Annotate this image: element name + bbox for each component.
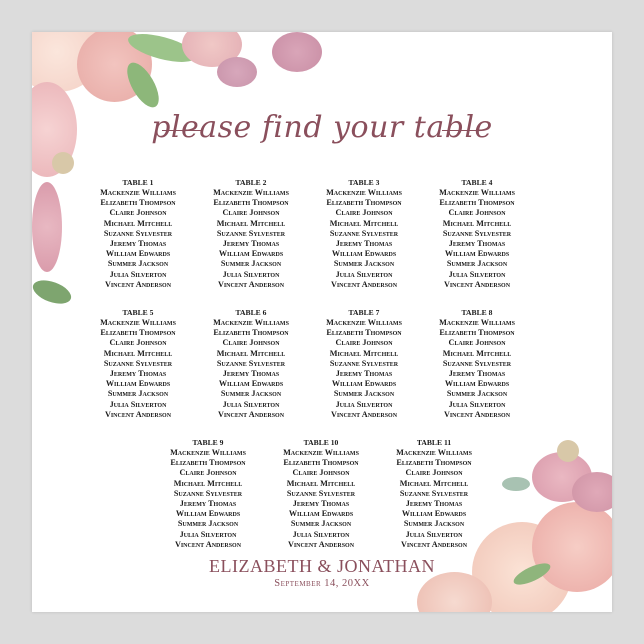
guest-name: William Edwards: [401, 509, 467, 519]
guest-name: Julia Silverton: [448, 269, 506, 279]
guest-name: Suzanne Sylvester: [442, 358, 512, 368]
guest-name: Summer Jackson: [403, 519, 465, 529]
guest-name: Summer Jackson: [107, 389, 169, 399]
guest-name: Claire Johnson: [405, 468, 463, 478]
guest-name: Suzanne Sylvester: [442, 228, 512, 238]
table-label: TABLE 3: [348, 178, 380, 187]
guest-name: William Edwards: [444, 379, 510, 389]
guest-name: Jeremy Thomas: [448, 369, 506, 379]
guest-name: William Edwards: [331, 379, 397, 389]
table-9: [148, 438, 268, 550]
table-2: [191, 178, 311, 290]
table-label: TABLE 11: [416, 438, 452, 447]
guest-name: Claire Johnson: [109, 338, 167, 348]
guest-name: William Edwards: [444, 249, 510, 259]
guest-name: Elizabeth Thompson: [326, 198, 402, 208]
guest-name: William Edwards: [105, 379, 171, 389]
guest-name: Jeremy Thomas: [109, 369, 167, 379]
table-11: [374, 438, 494, 550]
table-6: [191, 308, 311, 420]
guest-name: Summer Jackson: [107, 259, 169, 269]
guest-name: Summer Jackson: [333, 259, 395, 269]
guest-name: William Edwards: [288, 509, 354, 519]
guest-name: Mackenzie Williams: [213, 188, 289, 197]
table-label: TABLE 2: [235, 178, 267, 187]
guest-name: Vincent Anderson: [104, 279, 172, 289]
guest-name: Suzanne Sylvester: [399, 488, 469, 498]
guest-name: Jeremy Thomas: [448, 239, 506, 249]
guest-name: Claire Johnson: [448, 338, 506, 348]
guest-name: Suzanne Sylvester: [216, 228, 286, 238]
event-date: September 14, 20XX: [274, 578, 370, 589]
guest-name: William Edwards: [218, 249, 284, 259]
guest-name: Jeremy Thomas: [405, 499, 463, 509]
guest-name: Claire Johnson: [179, 468, 237, 478]
guest-name: Vincent Anderson: [443, 279, 511, 289]
guest-name: Vincent Anderson: [330, 409, 398, 419]
table-8: [417, 308, 537, 420]
guest-name: Summer Jackson: [177, 519, 239, 529]
table-label: TABLE 9: [192, 438, 224, 447]
guest-name: Summer Jackson: [446, 389, 508, 399]
guest-name: Vincent Anderson: [104, 409, 172, 419]
guest-name: Claire Johnson: [222, 338, 280, 348]
guest-name: Summer Jackson: [220, 389, 282, 399]
guest-name: Jeremy Thomas: [222, 239, 280, 249]
guest-name: Jeremy Thomas: [335, 369, 393, 379]
guest-name: William Edwards: [331, 249, 397, 259]
table-4: [417, 178, 537, 290]
guest-name: Vincent Anderson: [400, 539, 468, 549]
table-label: TABLE 5: [122, 308, 154, 317]
guest-name: Michael Mitchell: [329, 218, 399, 228]
guest-name: Vincent Anderson: [330, 279, 398, 289]
guest-name: Michael Mitchell: [216, 348, 286, 358]
guest-name: Elizabeth Thompson: [100, 198, 176, 208]
table-label: TABLE 1: [122, 178, 154, 187]
guest-name: Michael Mitchell: [103, 348, 173, 358]
guest-name: Jeremy Thomas: [335, 239, 393, 249]
guest-name: Vincent Anderson: [287, 539, 355, 549]
guest-name: Suzanne Sylvester: [216, 358, 286, 368]
guest-name: Michael Mitchell: [442, 348, 512, 358]
guest-name: Julia Silverton: [292, 529, 350, 539]
guest-name: Elizabeth Thompson: [170, 458, 246, 468]
guest-name: Julia Silverton: [405, 529, 463, 539]
page-title: please find your table: [151, 110, 493, 145]
guest-name: Mackenzie Williams: [100, 318, 176, 327]
guest-name: Julia Silverton: [109, 269, 167, 279]
guest-name: Claire Johnson: [335, 208, 393, 218]
seating-chart-poster: [32, 32, 612, 612]
guest-name: Suzanne Sylvester: [173, 488, 243, 498]
guest-name: Michael Mitchell: [103, 218, 173, 228]
guest-name: Summer Jackson: [333, 389, 395, 399]
guest-name: William Edwards: [105, 249, 171, 259]
table-label: TABLE 8: [461, 308, 493, 317]
guest-name: Suzanne Sylvester: [286, 488, 356, 498]
guest-name: Suzanne Sylvester: [103, 228, 173, 238]
guest-name: Summer Jackson: [446, 259, 508, 269]
guest-name: Mackenzie Williams: [439, 188, 515, 197]
guest-name: Elizabeth Thompson: [326, 328, 402, 338]
guest-name: William Edwards: [218, 379, 284, 389]
guest-name: Julia Silverton: [222, 269, 280, 279]
table-5: [78, 308, 198, 420]
guest-name: Michael Mitchell: [173, 478, 243, 488]
guest-name: Mackenzie Williams: [100, 188, 176, 197]
table-3: [304, 178, 424, 290]
guest-name: Elizabeth Thompson: [100, 328, 176, 338]
guest-name: Elizabeth Thompson: [439, 328, 515, 338]
guest-name: Claire Johnson: [335, 338, 393, 348]
guest-name: Claire Johnson: [448, 208, 506, 218]
table-10: [261, 438, 381, 550]
couple-names: ELIZABETH & JONATHAN: [209, 556, 435, 576]
guest-name: Vincent Anderson: [217, 279, 285, 289]
guest-name: Julia Silverton: [179, 529, 237, 539]
guest-name: Claire Johnson: [292, 468, 350, 478]
guest-name: Claire Johnson: [109, 208, 167, 218]
guest-name: Julia Silverton: [222, 399, 280, 409]
guest-name: Vincent Anderson: [174, 539, 242, 549]
guest-name: Michael Mitchell: [286, 478, 356, 488]
table-label: TABLE 7: [348, 308, 380, 317]
guest-name: Julia Silverton: [335, 399, 393, 409]
table-label: TABLE 10: [303, 438, 339, 447]
guest-name: Elizabeth Thompson: [396, 458, 472, 468]
guest-name: Mackenzie Williams: [283, 448, 359, 457]
guest-name: Jeremy Thomas: [179, 499, 237, 509]
guest-name: Mackenzie Williams: [396, 448, 472, 457]
guest-name: Jeremy Thomas: [222, 369, 280, 379]
table-label: TABLE 6: [235, 308, 267, 317]
table-1: [78, 178, 198, 290]
guest-name: Elizabeth Thompson: [283, 458, 359, 468]
guest-name: William Edwards: [175, 509, 241, 519]
guest-name: Mackenzie Williams: [439, 318, 515, 327]
guest-name: Summer Jackson: [290, 519, 352, 529]
table-7: [304, 308, 424, 420]
guest-name: Michael Mitchell: [442, 218, 512, 228]
guest-name: Mackenzie Williams: [326, 188, 402, 197]
guest-name: Vincent Anderson: [217, 409, 285, 419]
guest-name: Suzanne Sylvester: [329, 228, 399, 238]
guest-name: Elizabeth Thompson: [213, 198, 289, 208]
guest-name: Elizabeth Thompson: [213, 328, 289, 338]
guest-name: Julia Silverton: [448, 399, 506, 409]
guest-name: Michael Mitchell: [216, 218, 286, 228]
guest-name: Claire Johnson: [222, 208, 280, 218]
guest-name: Vincent Anderson: [443, 409, 511, 419]
guest-name: Suzanne Sylvester: [103, 358, 173, 368]
guest-name: Mackenzie Williams: [170, 448, 246, 457]
guest-name: Suzanne Sylvester: [329, 358, 399, 368]
guest-name: Jeremy Thomas: [109, 239, 167, 249]
guest-name: Julia Silverton: [109, 399, 167, 409]
guest-name: Mackenzie Williams: [213, 318, 289, 327]
guest-name: Summer Jackson: [220, 259, 282, 269]
guest-name: Michael Mitchell: [399, 478, 469, 488]
guest-name: Mackenzie Williams: [326, 318, 402, 327]
table-label: TABLE 4: [461, 178, 493, 187]
guest-name: Michael Mitchell: [329, 348, 399, 358]
guest-name: Jeremy Thomas: [292, 499, 350, 509]
guest-name: Elizabeth Thompson: [439, 198, 515, 208]
guest-name: Julia Silverton: [335, 269, 393, 279]
